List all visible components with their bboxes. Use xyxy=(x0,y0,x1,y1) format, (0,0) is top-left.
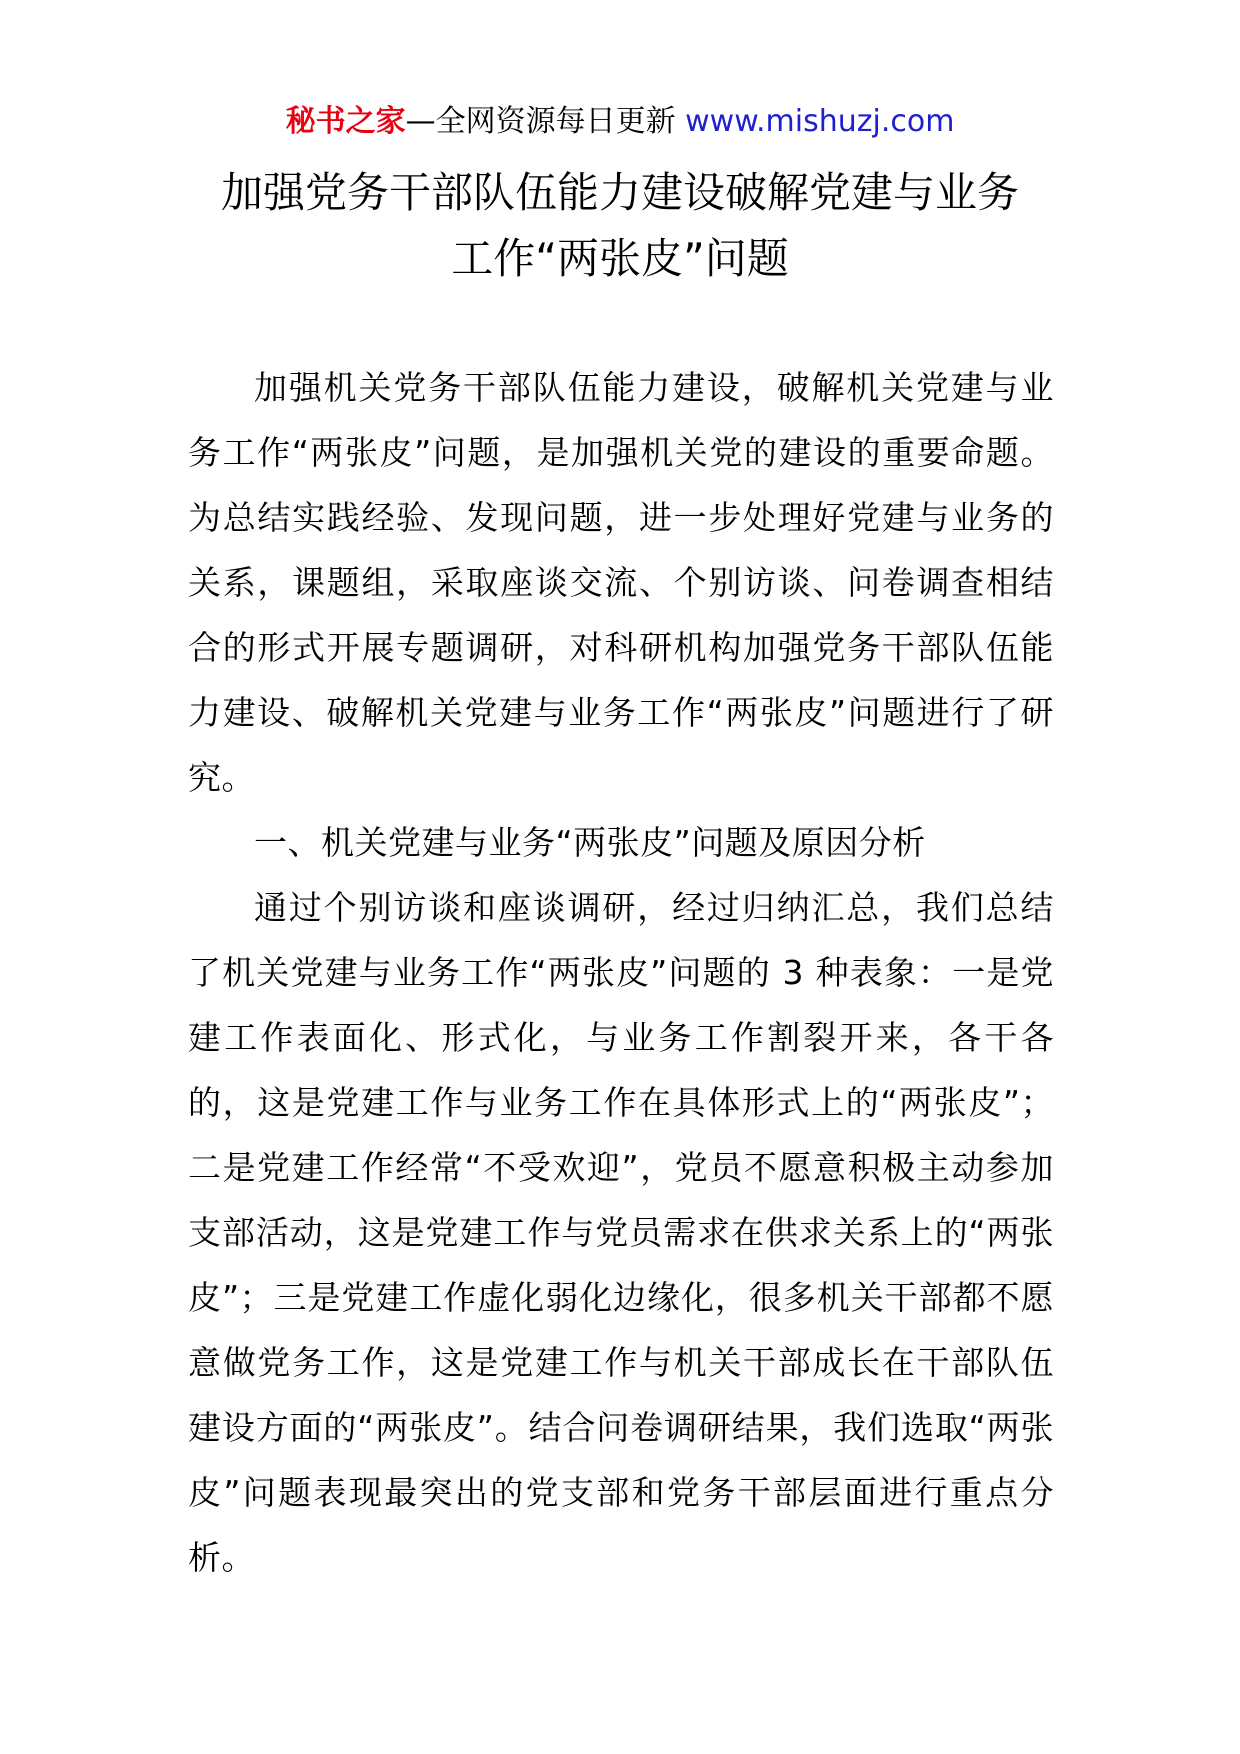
document-body xyxy=(188,355,1054,1590)
brand-name: 秘书之家 xyxy=(285,104,406,139)
intro-paragraph: 加强机关党务干部队伍能力建设，破解机关党建与业务工作“两张皮”问题，是加强机关党的建设的重要命题。为总结实践经验、发现问题，进一步处理好党建与业务的关系，课题组，采取座谈交流、个别访谈、问卷调查相结合的形式开展专题调研，对科研机构加强党务干部队伍能力建设、破解机关党建与业务工作“两张皮”问题进行了研究。 xyxy=(188,368,1054,797)
banner-tagline: —全网资源每日更新 xyxy=(405,104,686,139)
section-heading-1: 一、机关党建与业务“两张皮”问题及原因分析 xyxy=(254,823,926,862)
analysis-paragraph: 通过个别访谈和座谈调研，经过归纳汇总，我们总结了机关党建与业务工作“两张皮”问题的 3 种表象：一是党建工作表面化、形式化，与业务工作割裂开来，各干各的，这是党建工作与业务工作在具体形式上的“两张皮”；二是党建工作经常“不受欢迎”，党员不愿意积极主动参加支部活动，这是党建工作与党员需求在供求关系上的“两张皮”；三是党建工作虚化弱化边缘化，很多机关干部都不愿意做党务工作，这是党建工作与机关干部成长在干部队伍建设方面的“两张皮”。结合问卷调研结果，我们选取“两张皮”问题表现最突出的党支部和党务干部层面进行重点分析。 xyxy=(188,888,1054,1577)
title-line-1: 加强党务干部队伍能力建设破解党建与业务 xyxy=(220,168,1019,217)
document-title xyxy=(0,160,1240,292)
site-url-link[interactable]: www.mishuzj.com xyxy=(685,104,955,139)
title-line-2: 工作“两张皮”问题 xyxy=(451,234,789,283)
site-banner xyxy=(0,100,1240,144)
